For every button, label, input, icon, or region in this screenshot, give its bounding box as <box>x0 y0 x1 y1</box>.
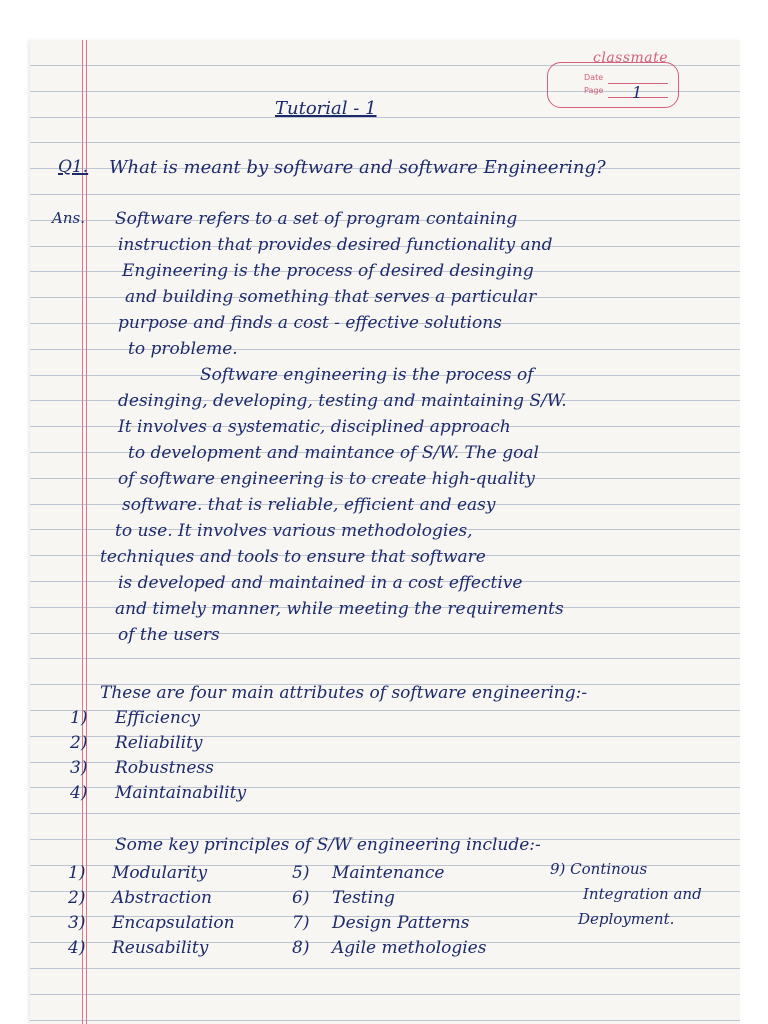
principle-item: Design Patterns <box>332 913 470 933</box>
rule-line <box>30 117 740 118</box>
attribute-item: Efficiency <box>115 708 200 728</box>
answer-line: purpose and finds a cost - effective solutions <box>118 313 502 333</box>
brand-logo: classmate <box>593 50 669 66</box>
answer-line: Engineering is the process of desired desinging <box>122 261 534 281</box>
question-number: Q1. <box>58 157 89 177</box>
answer-line: Software refers to a set of program containing <box>115 209 518 229</box>
principle-item: Maintenance <box>332 863 445 883</box>
page-label: Page <box>584 86 604 95</box>
principle-number: 4) <box>68 938 86 958</box>
answer-line: of the users <box>118 625 220 645</box>
answer-line: to use. It involves various methodologies, <box>115 521 473 541</box>
answer-line: desinging, developing, testing and maintaining S/W. <box>118 391 567 411</box>
rule-line <box>30 968 740 969</box>
attributes-heading: These are four main attributes of software engineering:- <box>100 683 588 703</box>
page-title: Tutorial - 1 <box>275 98 377 119</box>
principle-number: 8) <box>292 938 310 958</box>
answer-line: and timely manner, while meeting the requirements <box>115 599 564 619</box>
principle-number: 6) <box>292 888 310 908</box>
answer-line: is developed and maintained in a cost effective <box>118 573 523 593</box>
rule-line <box>30 142 740 143</box>
attribute-number: 1) <box>70 708 88 728</box>
answer-line: to development and maintance of S/W. The goal <box>128 443 539 463</box>
principle-item: Abstraction <box>112 888 212 908</box>
answer-line: software. that is reliable, efficient and easy <box>122 495 496 515</box>
principle-item: Testing <box>332 888 395 908</box>
principle-item: Modularity <box>112 863 208 883</box>
principle-number: 3) <box>68 913 86 933</box>
question-text: What is meant by software and software Engineering? <box>109 157 606 178</box>
date-page-box <box>547 62 679 108</box>
rule-line <box>30 658 740 659</box>
principle-col3-line: Integration and <box>583 885 702 903</box>
rule-line <box>30 1020 740 1021</box>
attribute-item: Robustness <box>115 758 214 778</box>
attribute-number: 2) <box>70 733 88 753</box>
principle-col3-line: Deployment. <box>578 910 675 928</box>
date-label: Date <box>584 73 604 82</box>
answer-line: techniques and tools to ensure that software <box>100 547 486 567</box>
principle-item: Encapsulation <box>112 913 235 933</box>
attribute-number: 4) <box>70 783 88 803</box>
principle-number: 7) <box>292 913 310 933</box>
margin-line-right <box>86 40 87 1024</box>
attribute-number: 3) <box>70 758 88 778</box>
principle-item: Agile methologies <box>332 938 487 958</box>
answer-line: instruction that provides desired functionality and <box>118 235 553 255</box>
answer-line: of software engineering is to create high-quality <box>118 469 535 489</box>
answer-line: It involves a systematic, disciplined approach <box>118 417 511 437</box>
principle-item: Reusability <box>112 938 209 958</box>
answer-line: and building something that serves a particular <box>125 287 537 307</box>
attribute-item: Reliability <box>115 733 203 753</box>
answer-label: Ans. <box>52 209 85 227</box>
page-number: 1 <box>632 83 643 102</box>
answer-line: Software engineering is the process of <box>200 365 534 385</box>
principle-number: 5) <box>292 863 310 883</box>
principle-col3-line: 9) Continous <box>550 860 648 878</box>
rule-line <box>30 994 740 995</box>
principle-number: 2) <box>68 888 86 908</box>
principles-heading: Some key principles of S/W engineering include:- <box>115 835 541 855</box>
notebook-page <box>30 40 740 1024</box>
principle-number: 1) <box>68 863 86 883</box>
attribute-item: Maintainability <box>115 783 247 803</box>
answer-line: to probleme. <box>128 339 238 359</box>
rule-line <box>30 813 740 814</box>
rule-line <box>30 194 740 195</box>
